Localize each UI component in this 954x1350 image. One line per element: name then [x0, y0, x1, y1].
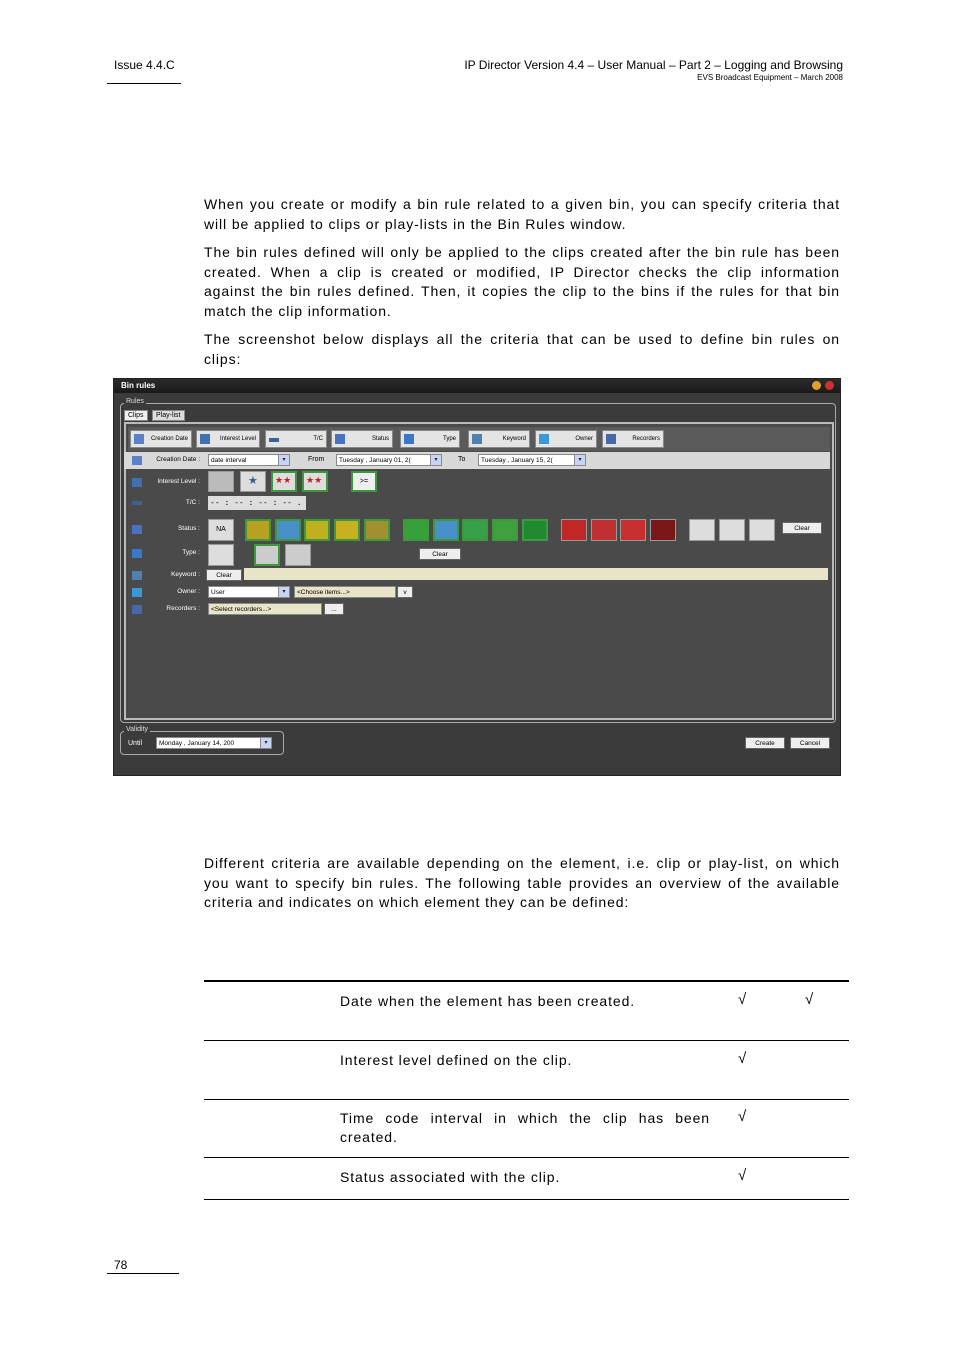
table-row-playlist-check: √: [805, 991, 814, 1008]
table-row-rule: [204, 1040, 849, 1041]
paragraph-criteria-overview: Different criteria are available depending on the element, i.e. clip or play-list, on which you want to specify bin rules. The following table provides an overview of the available criteria and indicates on which element they can be defined:: [204, 855, 840, 910]
type-button-label: Type: [442, 436, 456, 442]
table-row-clip-check: √: [738, 991, 747, 1008]
from-date-picker[interactable]: [336, 454, 442, 466]
recorders-button-label: Recorders: [632, 436, 660, 442]
window-title: Bin rules: [121, 381, 156, 390]
keyword-input[interactable]: [244, 568, 828, 580]
cancel-button[interactable]: Cancel: [790, 737, 830, 749]
type-label: Type :: [182, 549, 200, 556]
type-none-option[interactable]: [208, 544, 234, 566]
owner-select[interactable]: [208, 586, 290, 598]
interest-1-star-option[interactable]: [240, 471, 266, 492]
paragraph-rules-applied: The bin rules defined will only be applied to the clips created after the bin rule has been created. When a clip is created or modified, IP Director checks the clip information against the bin rules defined. Then, it copies the clip to the bins if the rules for that bin match the clip information.: [204, 244, 840, 319]
interest-none-option[interactable]: [208, 471, 234, 492]
document-subtitle: EVS Broadcast Equipment – March 2008: [697, 73, 843, 82]
until-date-value: Monday , January 14, 200: [159, 740, 235, 747]
paragraph-intro: When you create or modify a bin rule related to a given bin, you can specify criteria that will be applied to clips or play-lists in the Bin Rules window.: [204, 196, 840, 232]
recorders-browse-button[interactable]: ...: [324, 603, 344, 615]
header-rule: [107, 83, 181, 84]
from-date-value: Tuesday , January 01, 2(: [339, 457, 411, 464]
interest-3-star-option[interactable]: [302, 471, 328, 492]
owner-value: User: [211, 589, 225, 596]
person-icon: [539, 434, 549, 444]
calendar-icon: [134, 434, 144, 444]
status-green-folder-icon[interactable]: [403, 519, 429, 541]
to-date-picker[interactable]: [478, 454, 586, 466]
checkbox-icon: [335, 434, 345, 444]
status-ce-icon[interactable]: [304, 519, 330, 541]
keyword-button[interactable]: [468, 430, 530, 448]
recorder-icon: [606, 434, 616, 444]
star-icon: [200, 434, 210, 444]
owner-items-field[interactable]: <Choose items...>: [294, 586, 396, 598]
issue-label: Issue 4.4.C: [114, 58, 175, 72]
status-label: Status :: [177, 525, 200, 532]
tc-label: T/C :: [185, 499, 200, 506]
owner-button[interactable]: [535, 430, 597, 448]
chevron-down-icon: ▾: [430, 455, 441, 465]
table-bottom-rule: [204, 1199, 849, 1200]
type-icon: [404, 434, 414, 444]
timecode-icon: [269, 438, 279, 442]
table-row-rule: [204, 1099, 849, 1100]
shield-red-icon[interactable]: [749, 519, 775, 541]
status-button[interactable]: [331, 430, 393, 448]
document-title: IP Director Version 4.4 – User Manual – Part 2 – Logging and Browsing: [464, 58, 843, 72]
status-button-label: Status: [371, 436, 389, 442]
table-row-clip-check: √: [738, 1050, 747, 1067]
interest-level-button[interactable]: [196, 430, 260, 448]
status-red-film-icon[interactable]: [650, 519, 676, 541]
status-film-icon[interactable]: [364, 519, 390, 541]
star-icon: ★★: [306, 475, 323, 485]
owner-items-dropdown-button[interactable]: v: [397, 586, 413, 598]
paragraph-screenshot-intro: The screenshot below displays all the criteria that can be used to define bin rules on clips:: [204, 331, 840, 367]
table-row-description: Interest level defined on the clip.: [340, 1052, 573, 1068]
owner-label: Owner :: [177, 588, 200, 595]
close-icon[interactable]: [825, 381, 834, 390]
type-film-alt-icon[interactable]: [285, 544, 311, 566]
status-clear-button[interactable]: Clear: [782, 522, 822, 534]
interest-level-button-label: Interest Level: [219, 436, 256, 442]
creation-date-button[interactable]: [130, 430, 192, 448]
until-label: Until: [128, 740, 143, 747]
window-titlebar: [114, 379, 840, 393]
chevron-down-icon: ▾: [260, 738, 271, 748]
table-row-description: Time code interval in which the clip has been created.: [340, 1110, 710, 1145]
status-archive-icon[interactable]: [275, 519, 301, 541]
shield-green-icon[interactable]: [719, 519, 745, 541]
status-green-film-icon[interactable]: [522, 519, 548, 541]
chevron-down-icon: ▾: [278, 455, 289, 465]
status-na-option[interactable]: NA: [208, 519, 234, 541]
status-red-avid-icon[interactable]: [620, 519, 646, 541]
recorders-field[interactable]: <Select recorders...>: [208, 603, 322, 615]
table-top-rule: [204, 980, 849, 982]
rules-group-label: Rules: [126, 398, 144, 405]
status-avid-icon[interactable]: [334, 519, 360, 541]
bin-rules-window: [113, 378, 841, 776]
owner-button-label: Owner: [575, 436, 593, 442]
keyword-icon: [472, 434, 482, 444]
tc-button[interactable]: [265, 430, 327, 448]
chevron-down-icon: ▾: [278, 587, 289, 597]
tc-input[interactable]: -- : -- : -- : -- .: [208, 496, 306, 510]
chevron-down-icon: ▾: [574, 455, 585, 465]
interest-2-star-option[interactable]: [271, 471, 297, 492]
tab-clips[interactable]: Clips: [124, 410, 148, 421]
recorders-label: Recorders :: [166, 605, 200, 612]
status-red-folder-icon[interactable]: [561, 519, 587, 541]
status-green-archive-icon[interactable]: [433, 519, 459, 541]
status-green-ce-icon[interactable]: [462, 519, 488, 541]
from-label: From: [308, 456, 325, 463]
shield-icon[interactable]: [689, 519, 715, 541]
keyword-button-label: Keyword: [502, 436, 526, 442]
to-label: To: [458, 456, 466, 463]
table-row-description: Status associated with the clip.: [340, 1169, 561, 1185]
table-row-clip-check: √: [738, 1167, 747, 1184]
minimize-icon[interactable]: [812, 381, 821, 390]
create-button[interactable]: Create: [745, 737, 785, 749]
type-film-icon[interactable]: [254, 544, 280, 566]
table-row-description: Date when the element has been created.: [340, 993, 636, 1009]
type-clear-button[interactable]: Clear: [419, 548, 461, 560]
table-row-clip-check: √: [738, 1108, 747, 1125]
keyword-clear-button[interactable]: Clear: [206, 569, 242, 581]
tc-button-label: T/C: [313, 436, 323, 442]
footer-rule: [107, 1273, 179, 1274]
until-date-picker[interactable]: [156, 737, 272, 749]
star-icon: ★★: [275, 475, 292, 485]
interest-level-label: Interest Level :: [157, 478, 200, 485]
table-row-rule: [204, 1157, 849, 1158]
document-header: [464, 58, 843, 83]
type-button[interactable]: [400, 430, 460, 448]
interest-compare-button[interactable]: >=: [351, 471, 377, 492]
star-icon: ★: [248, 475, 258, 487]
status-folder-icon[interactable]: [245, 519, 271, 541]
status-green-avid-icon[interactable]: [492, 519, 518, 541]
date-mode-value: date interval: [211, 457, 247, 464]
tab-play-list[interactable]: Play-list: [152, 410, 185, 421]
page-number: 78: [114, 1258, 128, 1272]
to-date-value: Tuesday , January 15, 2(: [481, 457, 553, 464]
validity-group-label: Validity: [126, 726, 149, 733]
recorders-button[interactable]: [602, 430, 664, 448]
creation-date-label: Creation Date :: [156, 456, 200, 463]
status-red-ce-icon[interactable]: [591, 519, 617, 541]
keyword-label: Keyword :: [171, 571, 200, 578]
date-mode-select[interactable]: [208, 454, 290, 466]
creation-date-button-label: Creation Date: [150, 436, 188, 442]
